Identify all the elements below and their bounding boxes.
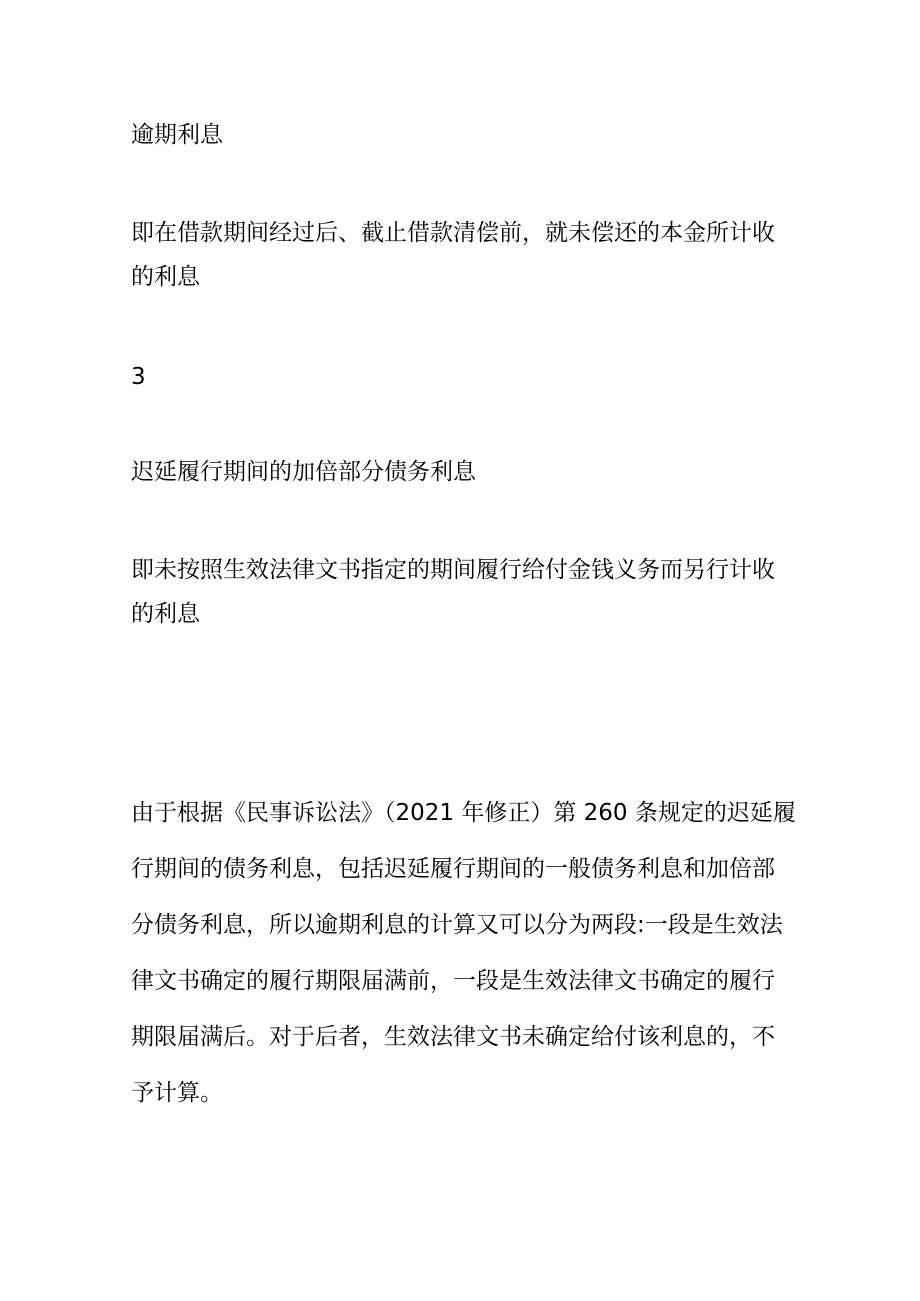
heading-overdue-interest: 逾期利息 [131, 122, 223, 148]
heading-delay-interest: 迟延履行期间的加倍部分债务利息 [131, 459, 476, 485]
definition-overdue-interest: 即在借款期间经过后、截止借款清偿前，就未偿还的本金所计收的利息 [131, 220, 775, 290]
explanation-paragraph: 由于根据《民事诉讼法》（2021 年修正）第 260 条规定的迟延履行期间的债务利息，包括迟延履行期间的一般债务利息和加倍部分债务利息，所以逾期利息的计算又可以分为两段:一段是生效法律文书确定的履行期限届满前，一段是生效法律文书确定的履行期限届满后。对于后者，生效法律文书未确定给付该利息的，不予计算。 [131, 800, 796, 1106]
definition-delay-interest: 即未按照生效法律文书指定的期间履行给付金钱义务而另行计收的利息 [131, 557, 775, 627]
item-number: 3 [131, 364, 146, 390]
